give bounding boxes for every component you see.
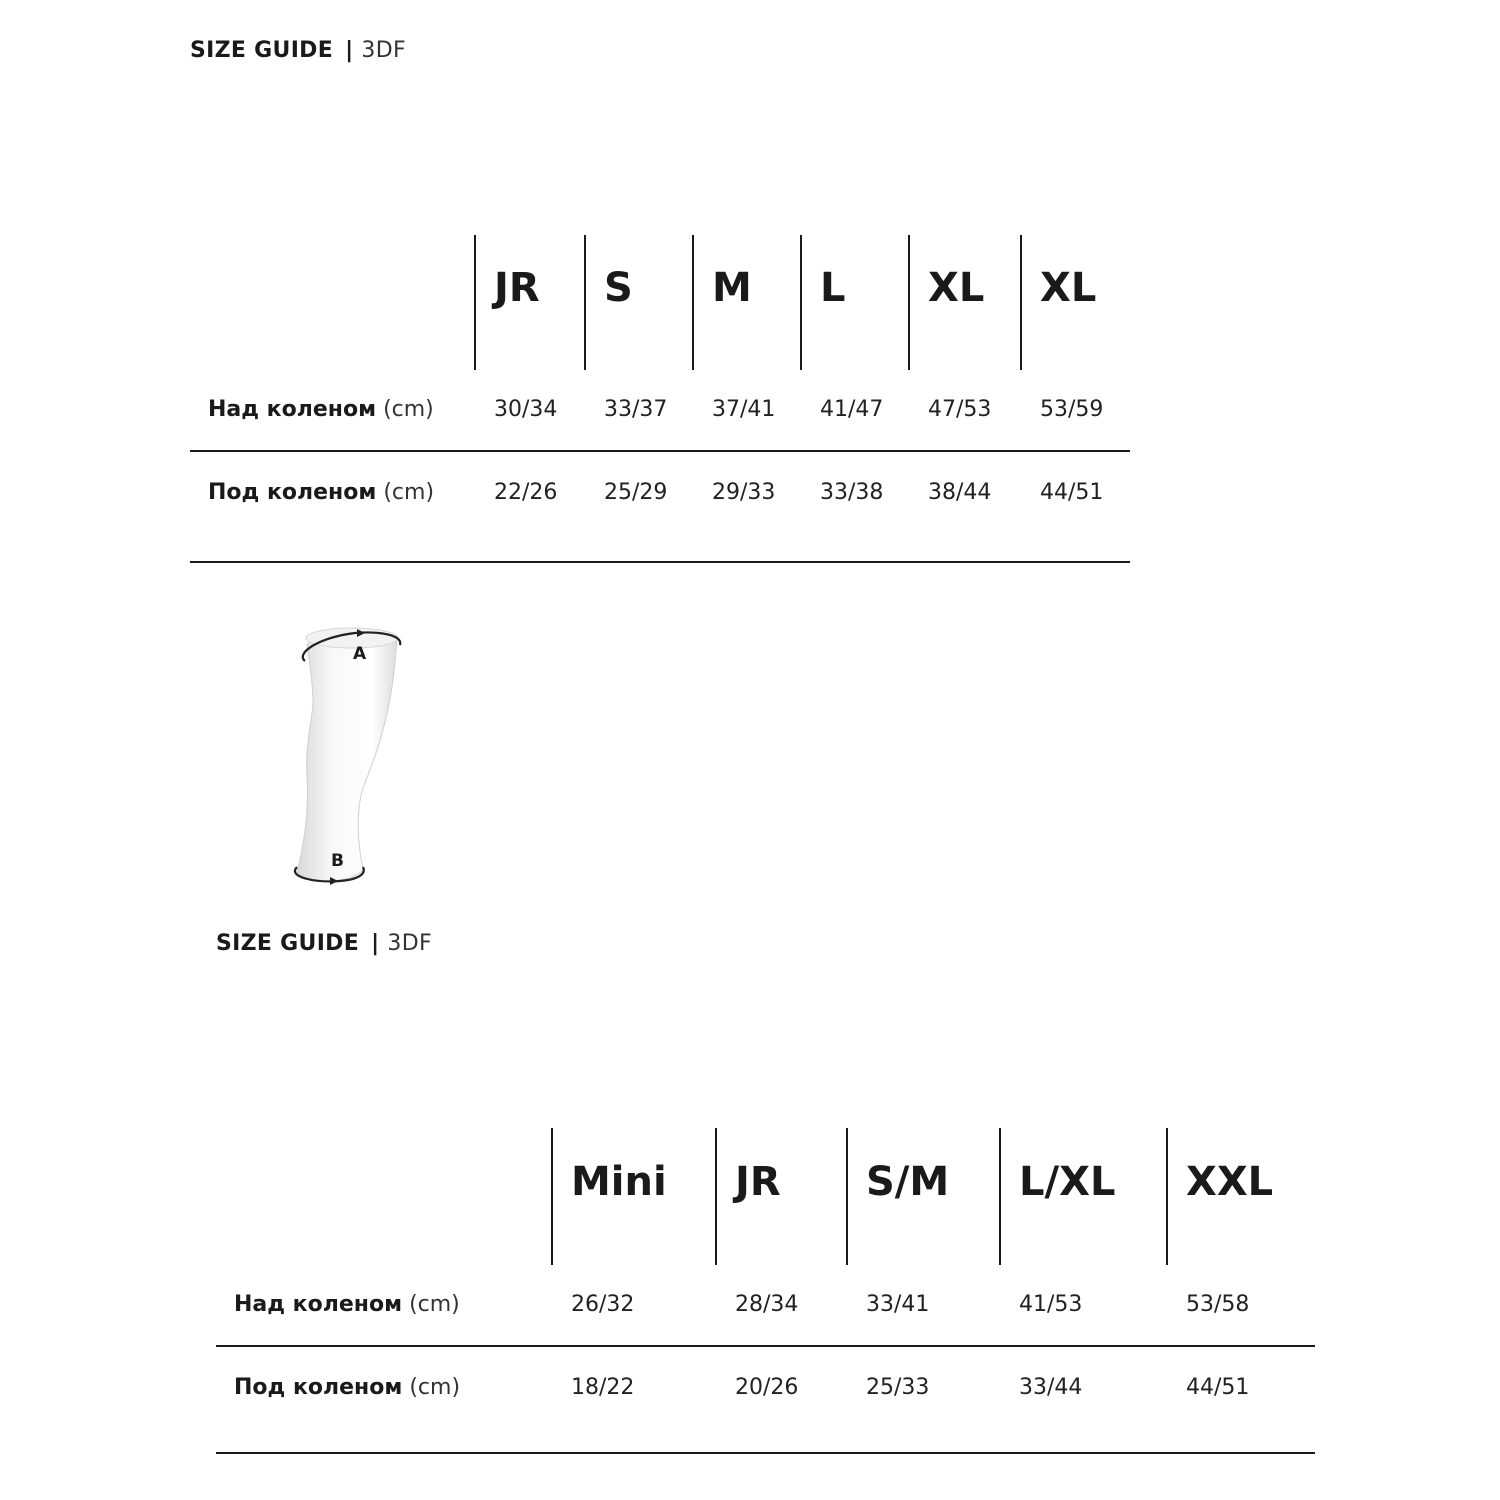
table-cell: 33/44 — [1019, 1375, 1083, 1400]
row-label-text: Под коленом — [234, 1375, 403, 1400]
row-label-unit: (cm) — [383, 480, 435, 505]
title-text: SIZE GUIDE — [190, 38, 334, 63]
knee-sleeve-icon — [285, 615, 415, 900]
table-cell: 47/53 — [928, 397, 992, 422]
title-model: 3DF — [361, 38, 406, 63]
size-header: JR — [735, 1159, 781, 1205]
column-divider — [846, 1128, 848, 1265]
table-cell: 53/58 — [1186, 1292, 1250, 1317]
column-divider — [474, 235, 476, 370]
table-cell: 44/51 — [1186, 1375, 1250, 1400]
column-divider — [1020, 235, 1022, 370]
row-label-unit: (cm) — [383, 397, 434, 422]
table-cell: 41/53 — [1019, 1292, 1083, 1317]
table-cell: 33/38 — [820, 480, 884, 505]
table-cell: 25/29 — [604, 480, 668, 505]
column-divider — [584, 235, 586, 370]
size-header: L — [820, 265, 846, 311]
row-label-below-knee — [208, 480, 434, 505]
row-divider — [216, 1452, 1315, 1454]
size-header: M — [712, 265, 752, 311]
row-label-unit: (cm) — [409, 1292, 460, 1317]
title-separator: | — [371, 931, 380, 956]
table-cell: 44/51 — [1040, 480, 1104, 505]
column-divider — [908, 235, 910, 370]
row-label-text: Над коленом — [234, 1292, 403, 1317]
size-guide-title-2 — [216, 931, 432, 956]
column-divider — [551, 1128, 553, 1265]
size-header: S/M — [866, 1159, 950, 1205]
row-label-above-knee — [234, 1292, 460, 1317]
table-cell: 25/33 — [866, 1375, 930, 1400]
row-divider — [190, 561, 1130, 563]
size-header: XL — [1040, 265, 1097, 311]
table-cell: 30/34 — [494, 397, 558, 422]
column-divider — [999, 1128, 1001, 1265]
size-header: XL — [928, 265, 985, 311]
table-cell: 20/26 — [735, 1375, 799, 1400]
row-divider — [216, 1345, 1315, 1347]
row-label-above-knee — [208, 397, 434, 422]
table-cell: 29/33 — [712, 480, 776, 505]
row-label-unit: (cm) — [409, 1375, 461, 1400]
row-label-text: Над коленом — [208, 397, 377, 422]
column-divider — [1166, 1128, 1168, 1265]
size-header: Mini — [571, 1159, 667, 1205]
row-label-below-knee — [234, 1375, 460, 1400]
row-divider — [190, 450, 1130, 452]
title-separator: | — [345, 38, 354, 63]
column-divider — [692, 235, 694, 370]
marker-a-label: A — [353, 644, 367, 664]
marker-b-label: B — [331, 851, 344, 871]
title-text: SIZE GUIDE — [216, 931, 360, 956]
table-cell: 33/37 — [604, 397, 668, 422]
size-header: JR — [494, 265, 540, 311]
table-cell: 53/59 — [1040, 397, 1104, 422]
size-header: S — [604, 265, 633, 311]
table-cell: 18/22 — [571, 1375, 635, 1400]
column-divider — [715, 1128, 717, 1265]
size-header: L/XL — [1019, 1159, 1116, 1205]
table-cell: 28/34 — [735, 1292, 799, 1317]
table-cell: 41/47 — [820, 397, 884, 422]
table-cell: 37/41 — [712, 397, 776, 422]
table-cell: 22/26 — [494, 480, 558, 505]
title-model: 3DF — [387, 931, 432, 956]
size-header: XXL — [1186, 1159, 1274, 1205]
column-divider — [800, 235, 802, 370]
table-cell: 38/44 — [928, 480, 992, 505]
size-guide-title-1 — [190, 38, 406, 63]
table-cell: 33/41 — [866, 1292, 930, 1317]
table-cell: 26/32 — [571, 1292, 635, 1317]
row-label-text: Под коленом — [208, 480, 377, 505]
